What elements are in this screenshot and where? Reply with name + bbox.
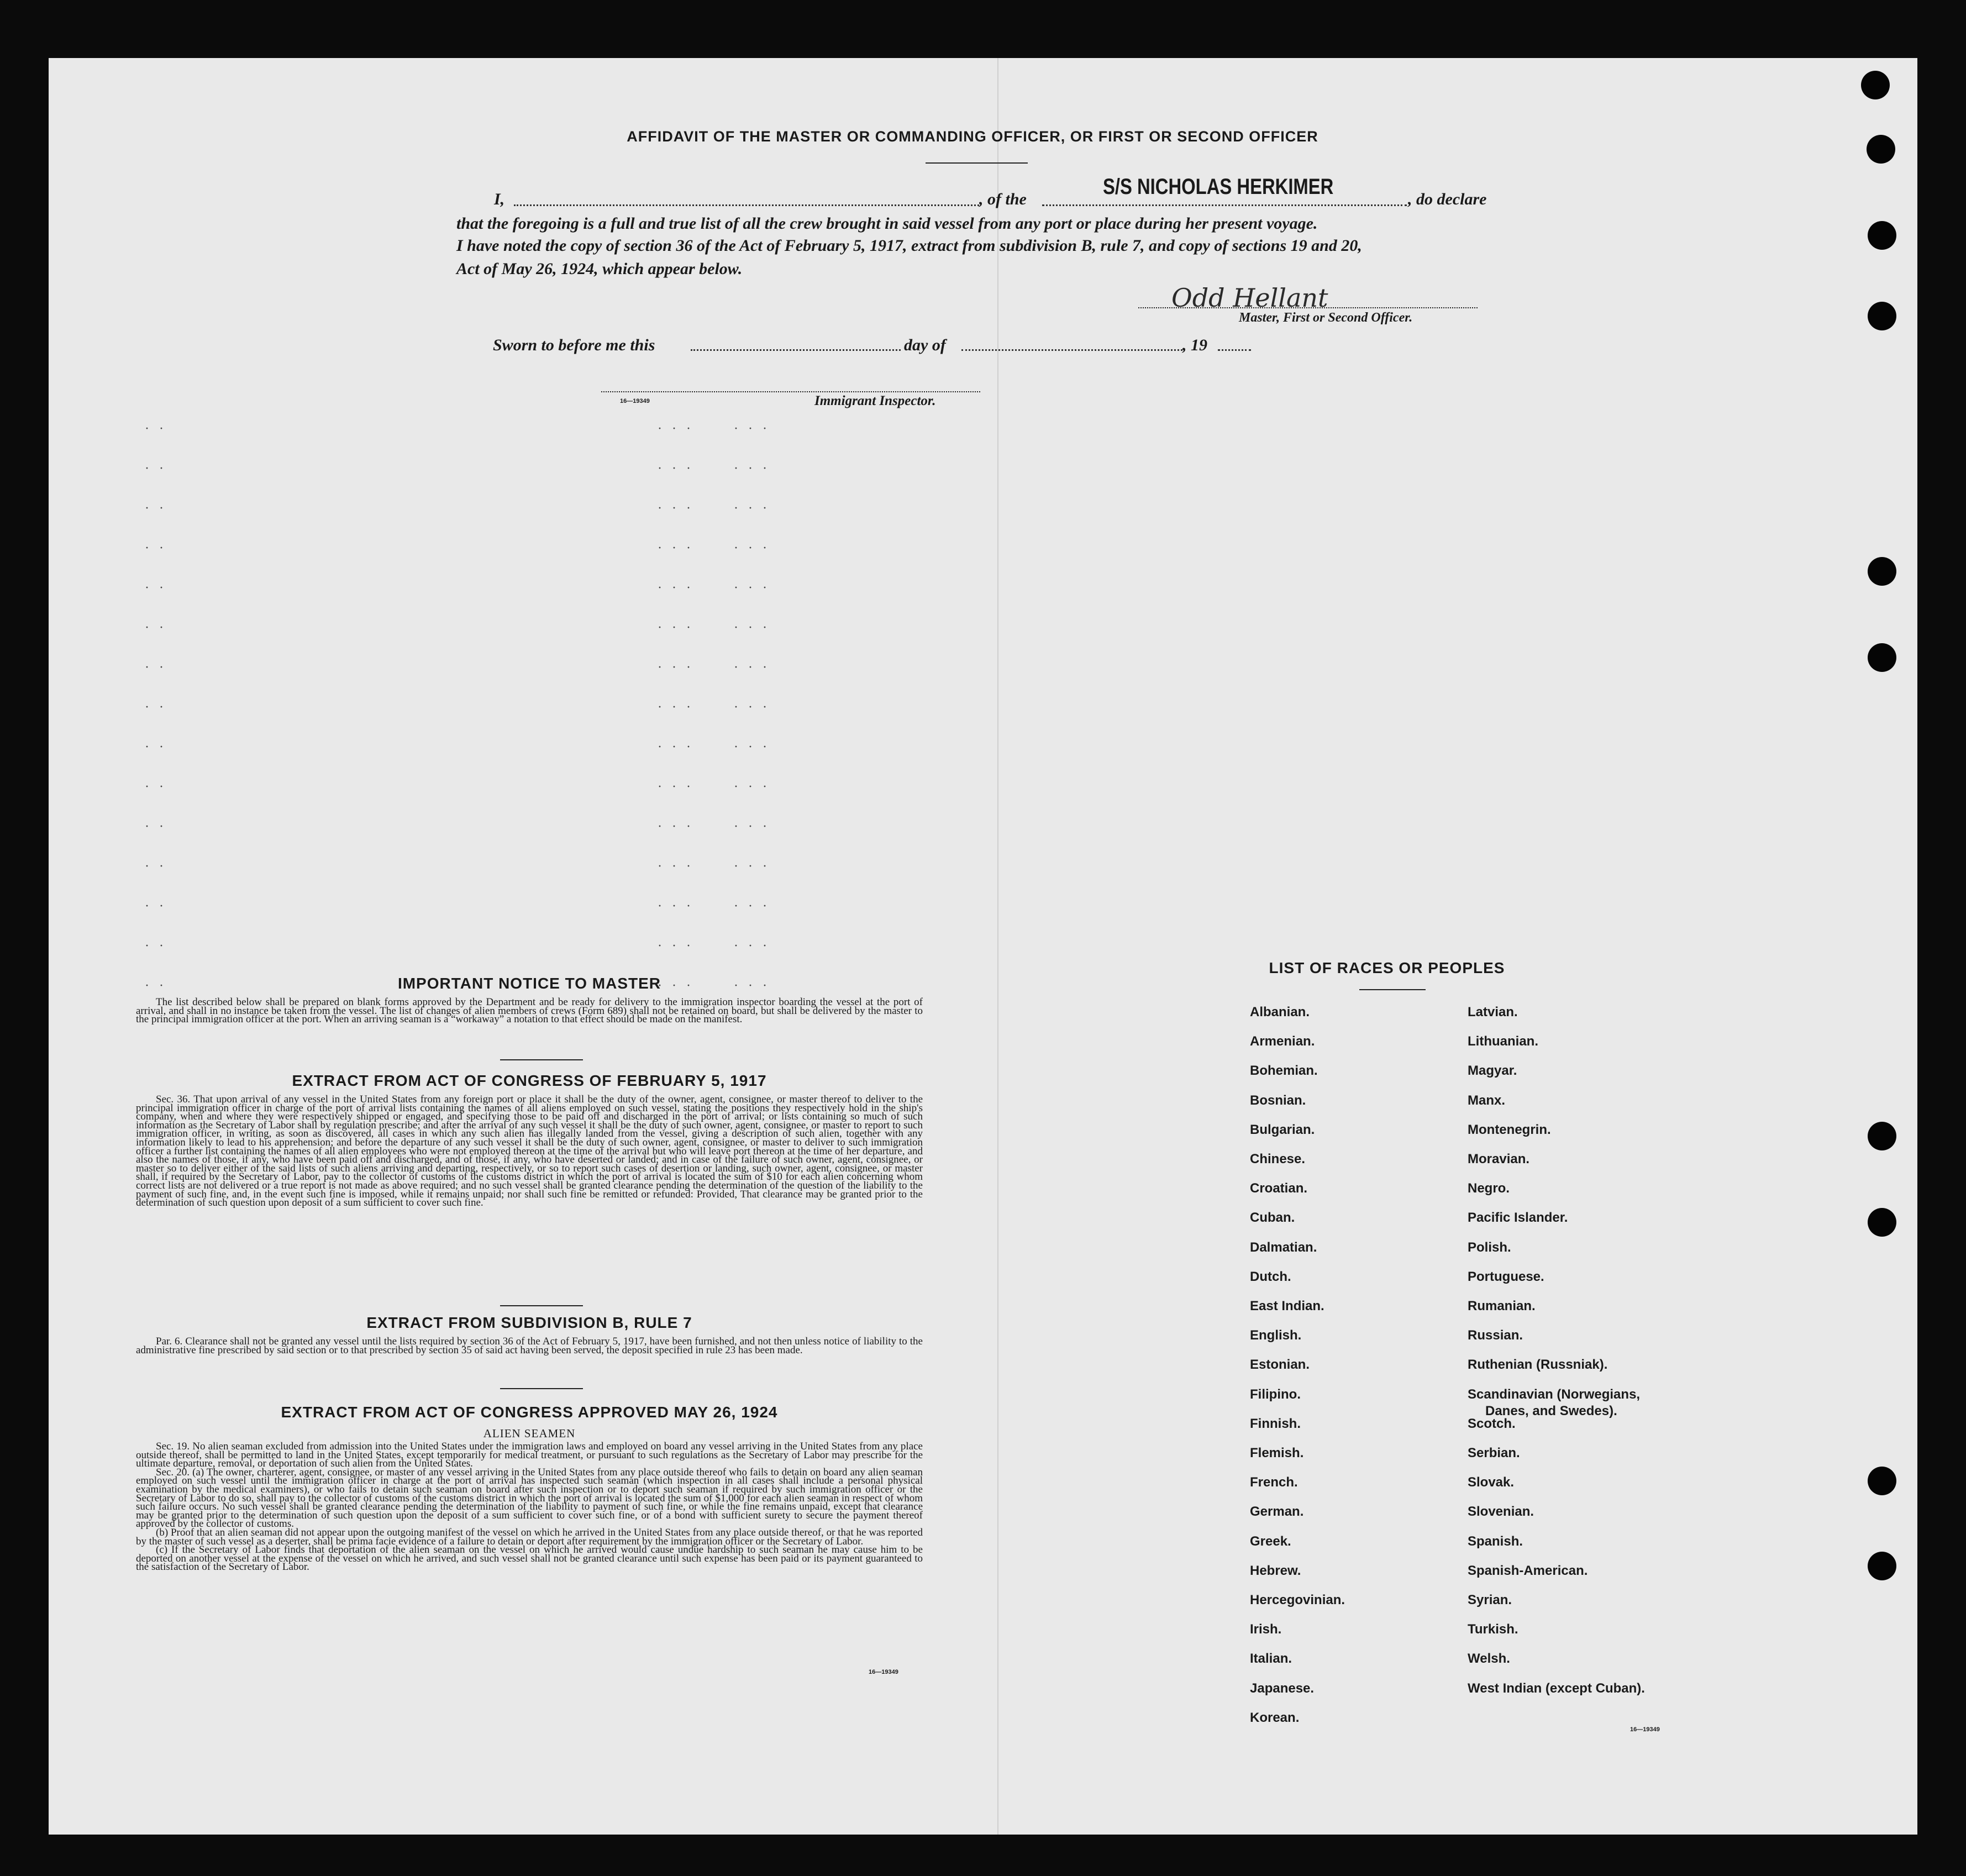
affidavit-line-3: I have noted the copy of section 36 of the Act of February 5, 1917, extract from subdivision B, rule 7, and copy of sections 19 and 20, [456, 237, 1362, 255]
affidavit-line-4: Act of May 26, 1924, which appear below. [456, 260, 743, 278]
race-item: German. [1250, 1504, 1304, 1520]
race-item: Syrian. [1468, 1593, 1512, 1607]
form-number: 16—19349 [869, 1669, 898, 1675]
extract-1917-text [136, 1095, 923, 1207]
affidavit-declare: , do declare [1408, 190, 1487, 208]
inspector-caption: Immigrant Inspector. [814, 393, 936, 408]
race-item: Greek. [1250, 1533, 1291, 1549]
affidavit-title: AFFIDAVIT OF THE MASTER OR COMMANDING OFFICER, OR FIRST OR SECOND OFFICER [627, 128, 1318, 145]
race-item: Estonian. [1250, 1357, 1310, 1373]
race-item: Armenian. [1250, 1034, 1315, 1049]
race-item: Slovak. [1468, 1475, 1515, 1490]
punch-hole [1868, 1208, 1896, 1237]
race-item: Finnish. [1250, 1416, 1301, 1431]
race-item: Irish. [1250, 1622, 1282, 1637]
alien-seamen-subtitle: ALIEN SEAMEN [483, 1427, 576, 1440]
punch-hole [1861, 71, 1890, 99]
race-item: Russian. [1468, 1328, 1523, 1343]
race-item: Japanese. [1250, 1680, 1315, 1696]
race-item: Croatian. [1250, 1181, 1308, 1196]
race-item: Scandinavian (Norwegians, [1468, 1386, 1641, 1402]
form-number: 16—19349 [620, 398, 650, 404]
punch-hole [1868, 643, 1896, 672]
race-item: Moravian. [1468, 1152, 1530, 1166]
sec36-paragraph: Sec. 36. That upon arrival of any vessel in the United States from any foreign port or place it shall be the duty of the owner, agent, consignee, or master thereof to deliver to the principal immigration officer in charge of the port of arrival lists containing the names of all aliens employed on such vessel, stating the positions they respectively hold in the ship's company, when and where they were respectively shipped or engaged, and specifying those to be paid off and discharged in the port of arrival; or lists containing so much of such information as the Secretary of Labor shall by regulation prescribe; and after the arrival of any such vessel it shall be the duty of such owner, agent, consignee, or master to report to such immigration officer, in writing, as soon as discovered, all cases in which any such alien has illegally landed from the vessel, giving a description of such alien, together with any information likely to lead to his apprehension; and before the departure of any such vessel it shall be the duty of such owner, agent, consignee, or master to deliver to such immigration officer a further list containing the names of all alien employees who were not employed thereon at the time of the arrival but who will leave port thereon at the time of her departure, and also the names of those, if any, who have been paid off and discharged, and of those, if any, who have deserted or landed; and in case of the failure of such owner, agent, consignee, or master so to deliver either of the said lists of such aliens arriving and departing, respectively, or so to report such cases of desertion or landing, such owner, agent, consignee, or master shall, if required by the Secretary of Labor, pay to the collector of customs of the customs district in which the port of arrival is located the sum of $10 for each alien concerning whom correct lists are not delivered or a true report is not made as above required; and no such vessel shall be granted clearance pending the determination of the question of the liability to the payment of such fine, and, in the event such fine is imposed, while it remains unpaid; nor shall such fine be remitted or refunded: Provided, That clearance may be granted prior to the determination of such question upon deposit of a sum sufficient to cover such fine. [136, 1094, 923, 1209]
race-item: Korean. [1250, 1710, 1300, 1725]
form-number: 16—19349 [1630, 1726, 1660, 1733]
vessel-name: S/S NICHOLAS HERKIMER [1103, 175, 1334, 199]
punch-hole [1868, 302, 1896, 330]
extract-1924-title: EXTRACT FROM ACT OF CONGRESS APPROVED MAY 26, 1924 [281, 1404, 778, 1421]
race-item: Italian. [1250, 1651, 1292, 1667]
title-rule [926, 162, 1028, 164]
signature-caption: Master, First or Second Officer. [1239, 311, 1413, 325]
sec20c-paragraph: (c) If the Secretary of Labor finds that deportation of the alien seaman on the vessel on which he arrived would cause undue hardship to such seaman he may cause him to be deported on another vessel at the expense of the vessel on which he arrived, and such vessel shall not be granted clearance until such expense has been paid or its payment guaranteed to the satisfaction of the Secretary of Labor. [136, 1544, 923, 1573]
race-item: Hebrew. [1250, 1563, 1301, 1578]
race-item: Chinese. [1250, 1152, 1306, 1166]
race-item: Negro. [1468, 1181, 1510, 1196]
race-item: Cuban. [1250, 1210, 1295, 1226]
race-item: Pacific Islander. [1468, 1210, 1568, 1226]
punch-hole [1868, 221, 1896, 250]
race-item: Welsh. [1468, 1651, 1510, 1667]
extract-rule7-title: EXTRACT FROM SUBDIVISION B, RULE 7 [366, 1314, 692, 1331]
race-item: Scotch. [1468, 1416, 1516, 1431]
race-item: Rumanian. [1468, 1299, 1536, 1313]
race-item: Spanish-American. [1468, 1563, 1588, 1578]
affidavit-i: I, [494, 190, 505, 208]
sec20b-paragraph: (b) Proof that an alien seaman did not appear upon the outgoing manifest of the vessel on which he arrived in the United States from any place outside thereof, or that he was reported by the master of such vessel as a deserter, shall be prima facie evidence of a failure to detain or deport after requirement by the immigration officer or the Secretary of Labor. [136, 1526, 923, 1547]
notice-title: IMPORTANT NOTICE TO MASTER [397, 975, 661, 992]
race-item: Albanian. [1250, 1005, 1310, 1020]
race-item: Dalmatian. [1250, 1239, 1317, 1255]
sworn-day-of: day of [904, 336, 946, 354]
race-item: Bosnian. [1250, 1092, 1306, 1108]
section-rule [500, 1305, 583, 1306]
race-item: West Indian (except Cuban). [1468, 1680, 1645, 1696]
races-title: LIST OF RACES OR PEOPLES [1269, 959, 1505, 976]
race-item: Spanish. [1468, 1533, 1523, 1549]
extract-rule7-text [136, 1337, 923, 1354]
race-item: Serbian. [1468, 1446, 1520, 1460]
race-item: Lithuanian. [1468, 1034, 1538, 1049]
race-item: French. [1250, 1475, 1298, 1490]
race-item: Bohemian. [1250, 1063, 1318, 1079]
sworn-month-field[interactable] [961, 349, 1182, 351]
race-item: East Indian. [1250, 1299, 1324, 1313]
inspector-line [601, 391, 980, 392]
extract-1917-title: EXTRACT FROM ACT OF CONGRESS OF FEBRUARY 5, 1917 [292, 1072, 767, 1089]
sec19-paragraph: Sec. 19. No alien seaman excluded from admission into the United States under the immigration laws and employed on board any vessel arriving in the United States from any place outside thereof, shall be permitted to land in the United States, except temporarily for medical treatment, or pursuant to such regulations as the Secretary of Labor may prescribe for the ultimate departure, removal, or deportation of such alien from the United States. [136, 1441, 923, 1470]
races-rule [1359, 989, 1426, 990]
race-item: English. [1250, 1328, 1302, 1343]
dot-column: · · · · · · · · · · · · · · · · · · · · · · · · · · · · · · [145, 422, 167, 993]
race-item: Turkish. [1468, 1622, 1518, 1637]
section-rule [500, 1059, 583, 1060]
vessel-field[interactable] [1042, 204, 1407, 206]
race-item: Hercegovinian. [1250, 1593, 1345, 1607]
race-item: Danes, and Swedes). [1485, 1403, 1617, 1418]
race-item: Portuguese. [1468, 1269, 1544, 1284]
sec20a-paragraph: Sec. 20. (a) The owner, charterer, agent, consignee, or master of any vessel arriving in the United States from any place outside thereof who fails to detain on board any alien seaman employed on such vessel until the immigration officer in charge at the port of arrival has inspected such seaman (which inspection in all cases shall include a personal physical examination by the medical examiners), or who fails to detain such seaman on board after such inspection or to deport such seaman if required by such immigration officer or the Secretary of Labor to do so, shall pay to the collector of customs of the customs district in which the port of arrival is located the sum of $1,000 for each alien seaman in respect of whom such failure occurs. No such vessel shall be granted clearance pending the determination of the liability to payment of such fine, or while the fine remains unpaid, except that clearance may be granted prior to the determination of such question upon the deposit of a sum sufficient to cover such fine, or of a bond with sufficient surety to secure the payment thereof approved by the collector of customs. [136, 1466, 923, 1530]
affidavit-line-2: that the foregoing is a full and true list of all the crew brought in said vessel from any port or place during her present voyage. [456, 214, 1318, 233]
punch-hole [1868, 1122, 1896, 1150]
race-item: Polish. [1468, 1239, 1511, 1255]
name-field[interactable] [514, 204, 979, 206]
race-item: Filipino. [1250, 1386, 1301, 1402]
race-item: Magyar. [1468, 1063, 1517, 1079]
race-item: Montenegrin. [1468, 1122, 1551, 1137]
page-fold [997, 58, 998, 1835]
race-item: Dutch. [1250, 1269, 1291, 1284]
signature-line [1138, 307, 1478, 308]
par6-paragraph: Par. 6. Clearance shall not be granted any vessel until the lists required by section 36 of the Act of February 5, 1917, have been furnished, and not then unless notice of liability to the administrative fine prescribed by said section or to that prescribed by section 35 of said act having been served, the deposit specified in rule 23 has been made. [136, 1336, 923, 1356]
punch-hole [1867, 135, 1895, 164]
punch-hole [1868, 557, 1896, 586]
notice-paragraph: The list described below shall be prepared on blank forms approved by the Department and be ready for delivery to the immigration inspector boarding the vessel at the port of arrival, and shall in no instance be taken from the vessel. The list of changes of alien members of crews (Form 689) shall not be retained on board, but shall be delivered by the master to the principal immigration officer at the port. When an arriving seaman is a “workaway” a notation to that effect should be made on the manifest. [136, 996, 923, 1026]
sworn-day-field[interactable] [691, 349, 901, 351]
section-rule [500, 1388, 583, 1389]
notice-text [136, 998, 923, 1024]
race-item: Bulgarian. [1250, 1122, 1315, 1137]
race-item: Ruthenian (Russniak). [1468, 1357, 1608, 1373]
master-signature: Odd Hellant [1171, 283, 1328, 313]
race-item: Flemish. [1250, 1446, 1304, 1460]
extract-1924-text [136, 1442, 923, 1572]
punch-hole [1868, 1467, 1896, 1495]
sworn-text: Sworn to before me this [493, 336, 655, 354]
affidavit-of-the: , of the [979, 190, 1027, 208]
dot-column: · · · · · · · · · · · · · · · · · · · · · · · · · · · · · · · · · · · · · · · · · · · · · · · · · · · · · · · · · · · · · · · · · · · · · · · · · · · · · · · · · · · · · · · · · · [658, 422, 770, 993]
race-item: Latvian. [1468, 1005, 1518, 1020]
race-item: Slovenian. [1468, 1504, 1534, 1520]
sworn-year-field[interactable] [1218, 349, 1251, 351]
sworn-year: , 19 [1182, 336, 1207, 354]
race-item: Manx. [1468, 1092, 1506, 1108]
punch-hole [1868, 1552, 1896, 1580]
